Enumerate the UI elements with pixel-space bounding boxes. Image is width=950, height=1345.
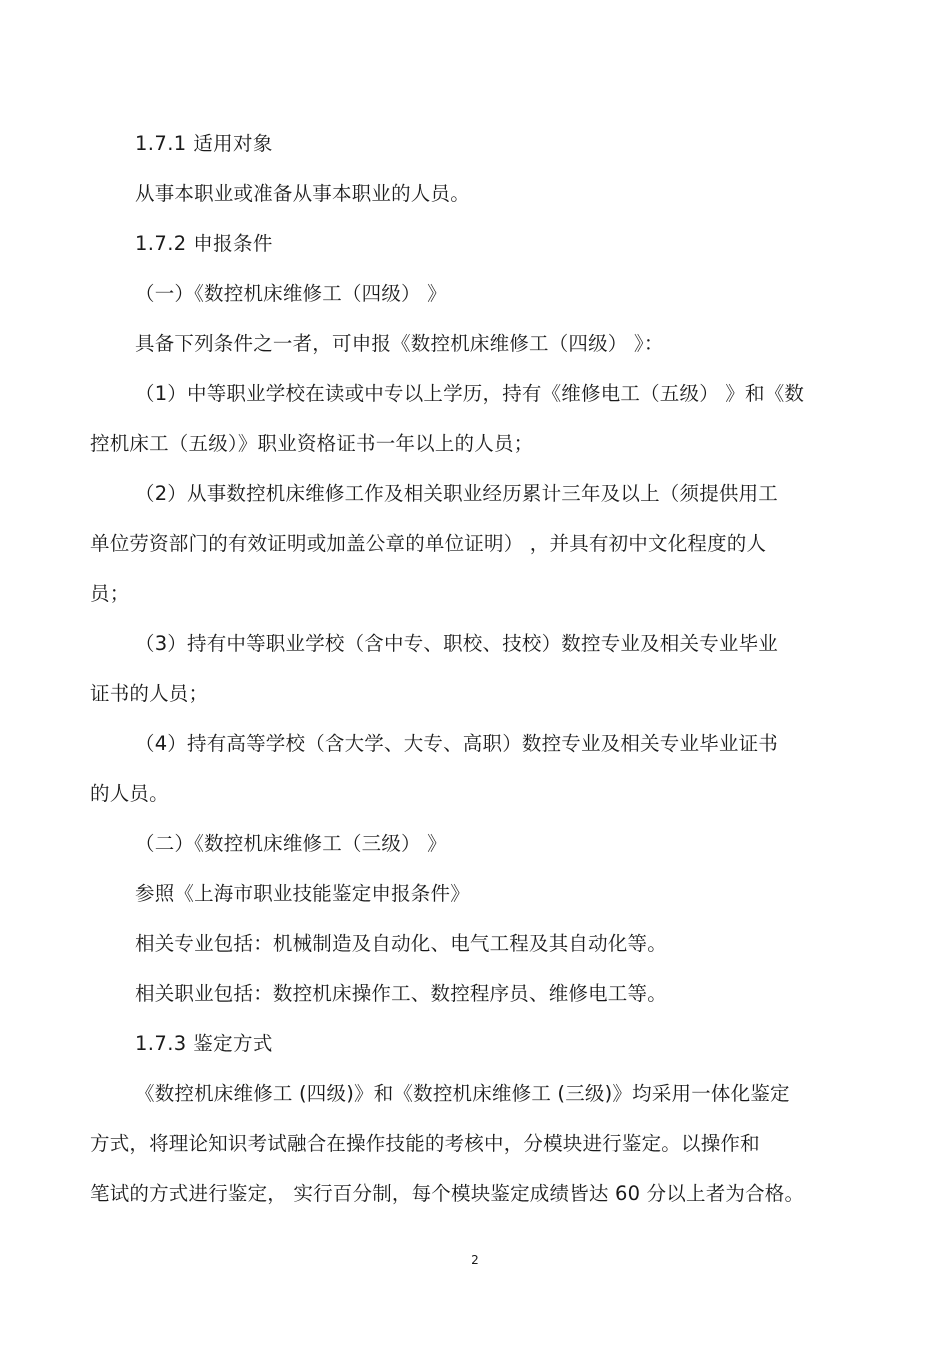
- list-item-line: 单位劳资部门的有效证明或加盖公章的单位证明） ，并具有初中文化程度的人: [90, 532, 767, 555]
- paragraph-line: 《数控机床维修工 (四级)》和《数控机床维修工 (三级)》均采用一体化鉴定: [135, 1082, 790, 1105]
- list-item-line: 证书的人员；: [90, 682, 209, 705]
- paragraph-line: 方式，将理论知识考试融合在操作技能的考核中，分模块进行鉴定。以操作和: [90, 1132, 760, 1155]
- list-item-line: （2）从事数控机床维修工作及相关职业经历累计三年及以上（须提供用工: [135, 482, 779, 505]
- paragraph-line: 笔试的方式进行鉴定， 实行百分制，每个模块鉴定成绩皆达 60 分以上者为合格。: [90, 1182, 805, 1205]
- list-item-line: （1）中等职业学校在读或中专以上学历，持有《维修电工（五级） 》和《数: [135, 382, 805, 405]
- paragraph-line: 参照《上海市职业技能鉴定申报条件》: [135, 882, 470, 905]
- subsection-heading-level-4: （一）《数控机床维修工（四级） 》: [135, 282, 447, 305]
- section-heading-1-7-2: 1.7.2 申报条件: [135, 232, 273, 255]
- paragraph-line: 相关专业包括：机械制造及自动化、电气工程及其自动化等。: [135, 932, 667, 955]
- paragraph-line: 具备下列条件之一者，可申报《数控机床维修工（四级） 》：: [135, 332, 664, 355]
- list-item-line: 员；: [90, 582, 130, 605]
- list-item-line: （3）持有中等职业学校（含中专、职校、技校）数控专业及相关专业毕业: [135, 632, 779, 655]
- paragraph-line: 从事本职业或准备从事本职业的人员。: [135, 182, 470, 205]
- paragraph-line: 相关职业包括：数控机床操作工、数控程序员、维修电工等。: [135, 982, 667, 1005]
- section-heading-1-7-1: 1.7.1 适用对象: [135, 132, 273, 155]
- list-item-line: 的人员。: [90, 782, 169, 805]
- subsection-heading-level-3: （二）《数控机床维修工（三级） 》: [135, 832, 447, 855]
- page-number: 2: [471, 1253, 479, 1267]
- list-item-line: 控机床工（五级）》职业资格证书一年以上的人员；: [90, 432, 534, 455]
- list-item-line: （4）持有高等学校（含大学、大专、高职）数控专业及相关专业毕业证书: [135, 732, 779, 755]
- section-heading-1-7-3: 1.7.3 鉴定方式: [135, 1032, 273, 1055]
